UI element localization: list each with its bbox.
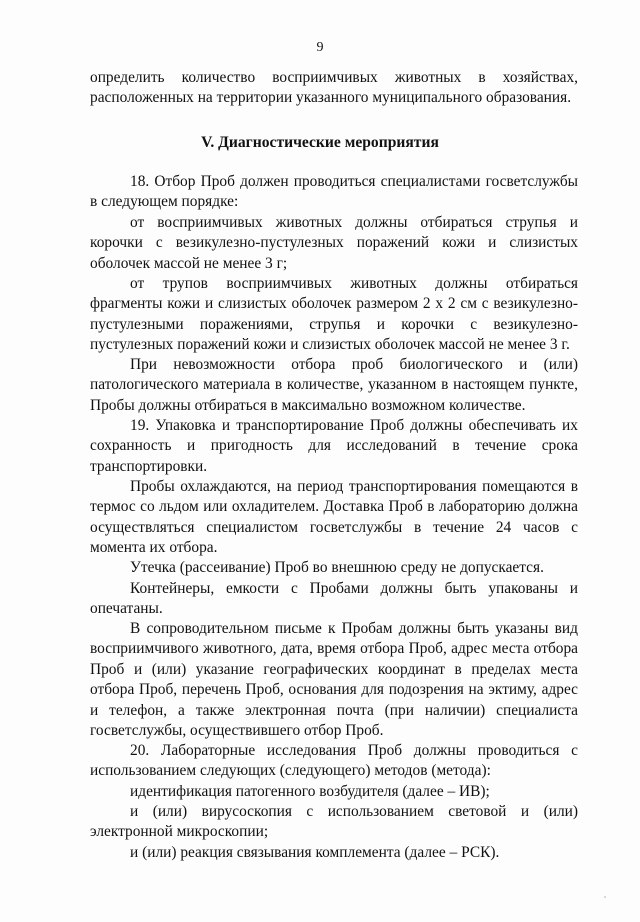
paragraph-3: от трупов восприимчивых животных должны отбираться фрагменты кожи и слизистых оболочек размером 2 х 2 см с везикулезно-пустулезными поражениями, струпья и корочки с везикулезно-пустулезных поражений кожи и слизистых оболочек массой не менее 3 г. — [90, 275, 578, 354]
paragraph-9: В сопроводительном письме к Пробам должны быть указаны вид восприимчивого животного, дата, время отбора Проб, адрес места отбора Проб и (или) указание географических координат в пределах места отбора Проб, перечень Проб, основания для подозрения на эктиму, адрес и телефон, а также электронная почта (при наличии) специалиста госветслужбы, осуществившего отбор Проб. — [90, 620, 578, 740]
paragraph-5: 19. Упаковка и транспортирование Проб должны обеспечивать их сохранность и пригодность для исследований в течение срока транспортировки. — [90, 417, 578, 475]
paragraph-4: При невозможности отбора проб биологического и (или) патологического материала в количестве, указанном в настоящем пункте, Пробы должны отбираться в максимально возможном количестве. — [90, 356, 578, 414]
paragraph-11: идентификация патогенного возбудителя (далее – ИВ); — [130, 783, 490, 800]
paragraph-2: от восприимчивых животных должны отбираться струпья и корочки с везикулезно-пустулезных поражений кожи и слизистых оболочек массой не менее 3 г; — [90, 214, 578, 272]
paragraph-6: Пробы охлаждаются, на период транспортирования помещаются в термос со льдом или охладителем. Доставка Проб в лабораторию должна осуществляться специалистом госветслужбы в течение 24 часов с момента их отбора. — [90, 478, 578, 557]
paragraph-12: и (или) вирусоскопия с использованием световой и (или) электронной микроскопии; — [90, 803, 578, 841]
paragraph-10: 20. Лабораторные исследования Проб должны проводиться с использованием следующих (следующего) методов (метода): — [90, 742, 578, 780]
paragraph-1: 18. Отбор Проб должен проводиться специалистами госветслужбы в следующем порядке: — [90, 173, 578, 211]
page-number: 9 — [316, 40, 324, 55]
paragraph-13: и (или) реакция связывания комплемента (далее – РСК). — [130, 844, 500, 861]
paragraph-7: Утечка (рассеивание) Проб во внешнюю среду не допускается. — [130, 559, 544, 576]
scan-speck — [604, 896, 606, 898]
paragraph-0: определить количество восприимчивых животных в хозяйствах, расположенных на территории указанного муниципального образования. — [90, 69, 578, 107]
paragraph-8: Контейнеры, емкости с Пробами должны быть упакованы и опечатаны. — [90, 580, 578, 618]
section-heading: V. Диагностические мероприятия — [201, 134, 439, 151]
